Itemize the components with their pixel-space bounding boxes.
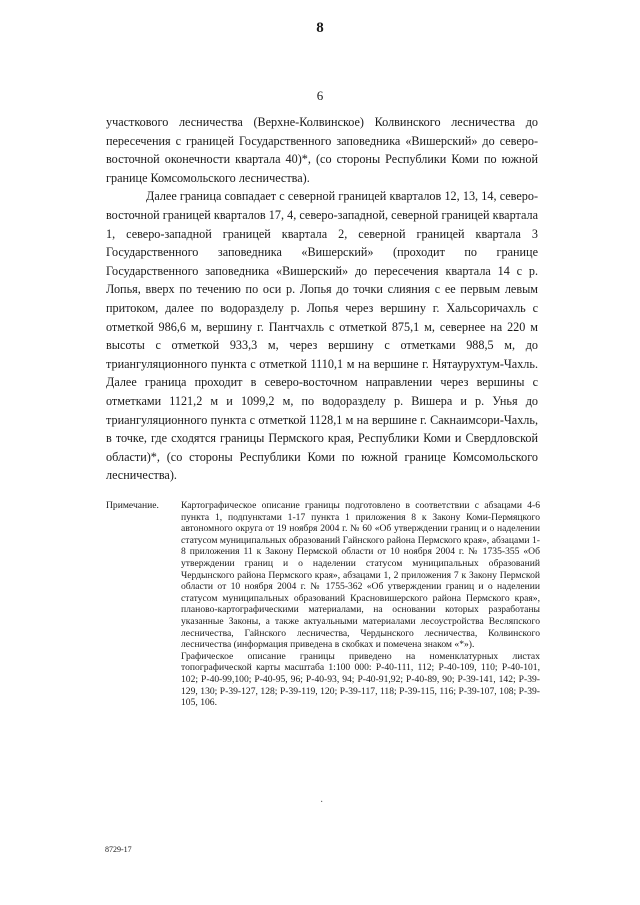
paragraph-continuation: участкового лесничества (Верхне-Колвинское) Колвинского лесничества до пересечения с границей Государственного заповедника «Вишерский» до северо-восточной оконечности квартала 40)*, (со стороны Республики Коми по южной границе Комсомольского лесничества). [106,115,538,185]
note-paragraph-graphic: Графическое описание границы приведено на номенклатурных листах топографической карты масштаба 1:100 000: Р-40-111, 112; Р-40-109, 110; Р-40-101, 102; Р-40-99,100; Р-40-95, 96; Р-40-93, 94; Р-40-91,92; Р-40-89, 90; Р-39-141, 142; Р-39-129, 130; Р-39-127, 128; Р-39-119, 120; Р-39-117, 118; Р-39-115, 116; Р-39-107, 108; Р-39-105, 106. [181,650,540,709]
page-number-top: 8 [316,20,324,36]
paragraph-boundary-description: Далее граница совпадает с северной границей кварталов 12, 13, 14, северо-восточной границей кварталов 17, 4, северо-западной, северной границей квартала 1, северо-западной границей квартала 2, северной границей квартала 3 Государственного заповедника «Вишерский» (проходит по границе Государственного заповедника «Вишерский» до пересечения квартала 14 с р. Лопья, вверх по течению по оси р. Лопья до точки слияния с ее первым левым притоком, далее по водоразделу р. Лопья через вершину г. Хальсоричахль с отметкой 986,6 м, вершину г. Пантчахль с отметкой 875,1 м, севернее на 220 м высоты с отметкой 933,3 м, через вершину с отметками 988,5 м, до триангуляционного пункта с отметкой 1110,1 м на вершине г. Нятаурухтум-Чахль. Далее граница проходит в северо-восточном направлении через вершины с отметками 1121,2 м и 1099,2 м, по водоразделу р. Вишера и р. Унья до триангуляционного пункта с отметкой 1128,1 м на вершине г. Сакнаимсори-Чахль, в точке, где сходятся границы Пермского края, Республики Коми и Свердловской области)*, (со стороны Республики Коми по южной границе Комсомольского лесничества). [106,189,538,483]
center-mark: · [320,797,324,808]
note-label: Примечание. [106,500,159,511]
note-body [181,500,540,709]
note-paragraph-cartographic: Картографическое описание границы подготовлено в соответствии с абзацами 4-6 пункта 1, подпунктами 1-17 пункта 1 приложения 8 к Закону Коми-Пермяцкого автономного округа от 19 ноября 2004 г. № 60 «Об утверждении границ и о наделении статусом муниципальных образований Гайнского района Пермского края», абзацами 1-8 приложения 11 к Закону Пермской области от 10 ноября 2004 г. № 1735-355 «Об утверждении границ и о наделении статусом муниципальных образований Чердынского района Пермского края», абзацами 1, 2 приложения 7 к Закону Пермской области от 10 ноября 2004 г. № 1755-362 «Об утверждении границ и о наделении статусом муниципальных образований Красновишерского района Пермского края», планово-картографическими материалами, на основании которых разработаны указанные Законы, а также актуальными материалами лесоустройства Весляпского лесничества, Гайнского лесничества, Чердынского лесничества, Колвинского лесничества (информация приведена в скобках и помечена знаком «*»). [181,500,540,651]
note-block [106,500,540,709]
main-text [106,113,538,485]
page-number-inner: 6 [316,88,324,103]
footer-code: 8729-17 [105,845,132,854]
